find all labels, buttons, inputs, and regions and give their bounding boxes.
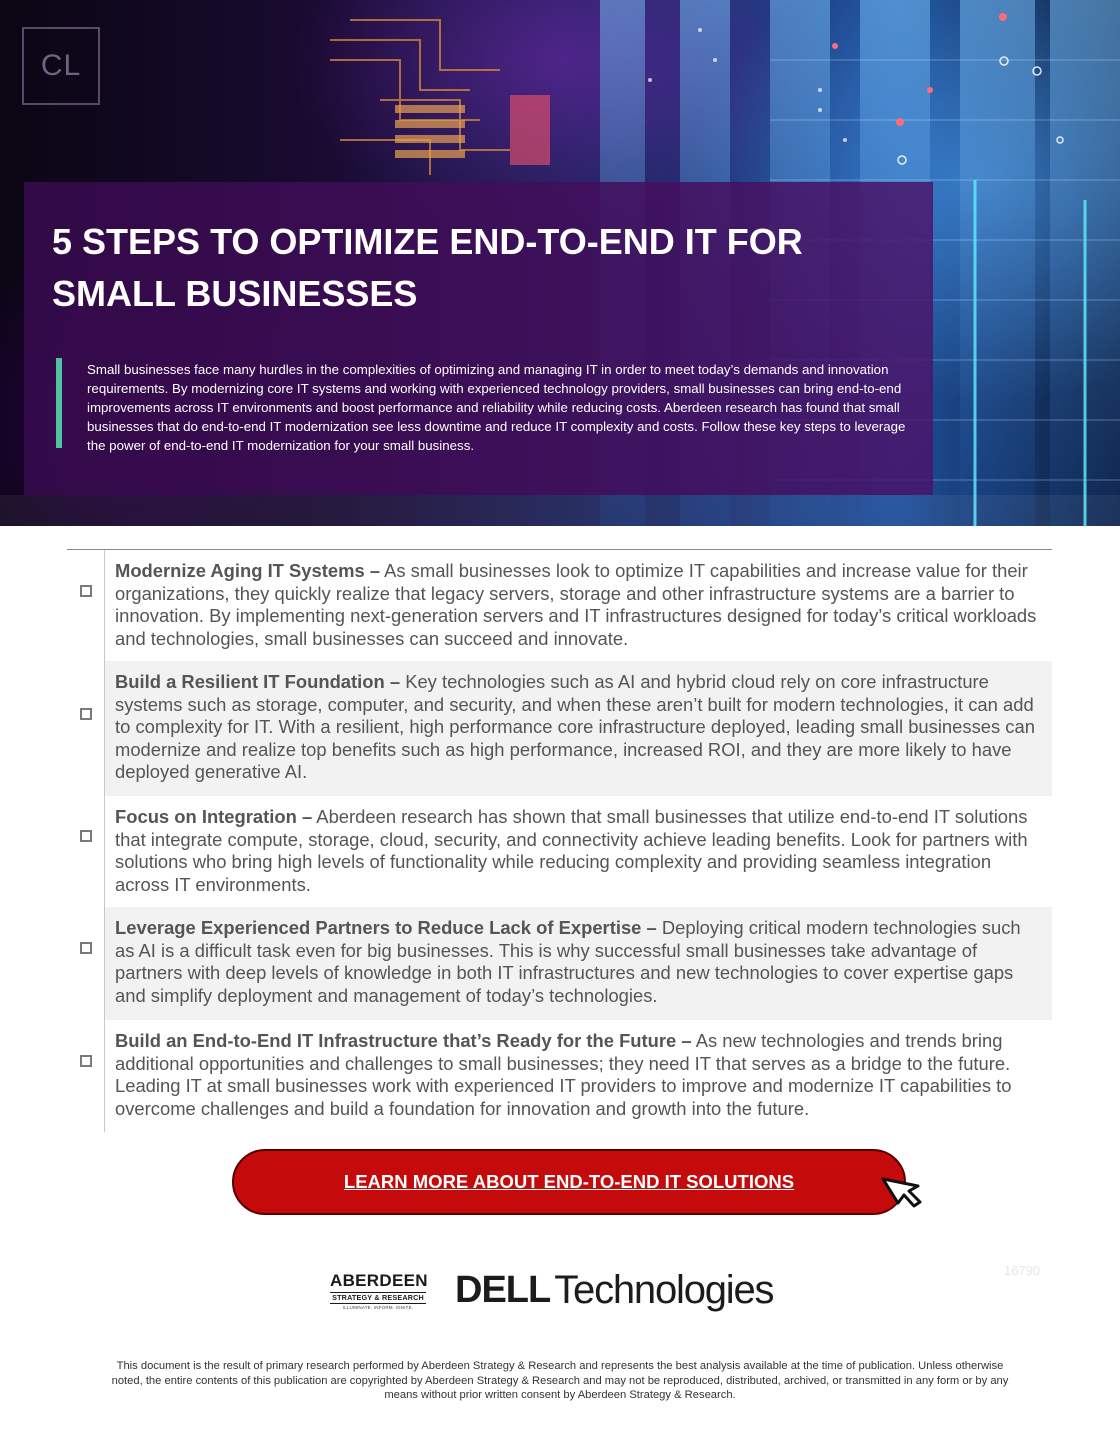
step-item — [67, 907, 1052, 1020]
checkbox-icon[interactable] — [80, 585, 92, 597]
step-text: Aberdeen research has shown that small businesses that utilize end-to-end IT solutions that integrate compute, storage, cloud, security, and connectivity achieve leading benefits. Look for partners with solutions who bring high levels of functionality while reducing complexity and providing seamless integration across IT environments. — [115, 806, 1028, 895]
step-item — [67, 661, 1052, 796]
aberdeen-subtitle: STRATEGY & RESEARCH — [330, 1292, 426, 1304]
checkbox-icon[interactable] — [80, 1055, 92, 1067]
footer-disclaimer: This document is the result of primary research performed by Aberdeen Strategy & Research and represents the best analysis available at the time of publication. Unless otherwise noted, the entire contents of this publication are copyrighted by Aberdeen Strategy & Research and may not be reproduced, distributed, archived, or transmitted in any form or by any means without prior written consent by Aberdeen Strategy & Research. — [111, 1360, 1009, 1401]
checkbox-icon[interactable] — [80, 830, 92, 842]
aberdeen-logo — [330, 1272, 426, 1311]
step-body — [105, 1020, 1052, 1132]
checkbox-icon[interactable] — [80, 942, 92, 954]
step-heading: Focus on Integration – — [115, 806, 313, 827]
aberdeen-tagline: ILLUMINATE. INFORM. IGNITE. — [342, 1305, 414, 1310]
page-title: 5 STEPS TO OPTIMIZE END-TO-END IT FOR SMALL BUSINESSES — [52, 221, 803, 314]
hero-banner — [0, 0, 1120, 526]
step-body — [105, 661, 1052, 796]
cl-logo: CL — [22, 27, 100, 105]
dell-technologies-text: Technologies — [554, 1268, 774, 1312]
step-text: As new technologies and trends bring additional opportunities and challenges to small businesses; they need IT that serves as a bridge to the future. Leading IT at small businesses work with experienced IT providers to improve and modernize IT capabilities to overcome challenges and build a foundation for innovation and growth into the future. — [115, 1030, 1012, 1119]
step-item — [67, 550, 1052, 661]
step-text: Deploying critical modern technologies such as AI is a difficult task even for big businesses. This is why successful small businesses take advantage of partners with deep levels of knowledge in both IT infrastructures and new technologies to cover expertise gaps and simplify deployment and management of today’s technologies. — [115, 917, 1021, 1006]
step-body — [105, 550, 1052, 661]
learn-more-label: LEARN MORE ABOUT END-TO-END IT SOLUTIONS — [343, 1171, 795, 1192]
intro-accent-bar — [56, 358, 62, 448]
step-heading: Build a Resilient IT Foundation – — [115, 671, 401, 692]
step-text: Key technologies such as AI and hybrid cloud rely on core infrastructure systems such as storage, computer, and security, and when these aren’t built for modern technologies, it can add to complexity for IT. With a resilient, high performance core infrastructure deployed, leading small businesses can modernize and realize top benefits such as high performance, increased ROI, and they are more likely to have deployed generative AI. — [115, 671, 1035, 782]
dell-wordmark: DELL — [455, 1269, 551, 1311]
checkbox-icon[interactable] — [80, 708, 92, 720]
step-item — [67, 796, 1052, 907]
dell-technologies-logo — [455, 1268, 773, 1318]
step-item — [67, 1020, 1052, 1132]
step-heading: Leverage Experienced Partners to Reduce Lack of Expertise – — [115, 917, 657, 938]
cursor-arrow-icon — [880, 1174, 924, 1208]
title-panel — [24, 182, 933, 495]
intro-paragraph: Small businesses face many hurdles in the complexities of optimizing and managing IT in order to meet today’s demands and innovation requirements. By modernizing core IT systems and working with experienced technology providers, small businesses can bring end-to-end improvements across IT environments and boost performance and reliability while reducing costs. Aberdeen research has found that small businesses that do end-to-end IT modernization see less downtime and reduce IT complexity and costs. Follow these key steps to leverage the power of end-to-end IT modernization for your small business. — [87, 362, 906, 453]
step-text: As small businesses look to optimize IT capabilities and increase value for their organizations, they quickly realize that legacy servers, storage and other infrastructure systems are a barrier to innovation. By implementing next-generation servers and IT infrastructures designed for today’s critical workloads and technologies, small businesses can succeed and innovate. — [115, 560, 1037, 649]
step-body — [105, 796, 1052, 907]
aberdeen-name: ABERDEEN — [330, 1271, 428, 1290]
step-body — [105, 907, 1052, 1020]
document-id: 16790 — [1004, 1263, 1041, 1278]
step-heading: Build an End-to-End IT Infrastructure that’s Ready for the Future – — [115, 1030, 692, 1051]
learn-more-button[interactable] — [232, 1149, 906, 1215]
step-heading: Modernize Aging IT Systems – — [115, 560, 381, 581]
steps-list — [67, 549, 1052, 1132]
